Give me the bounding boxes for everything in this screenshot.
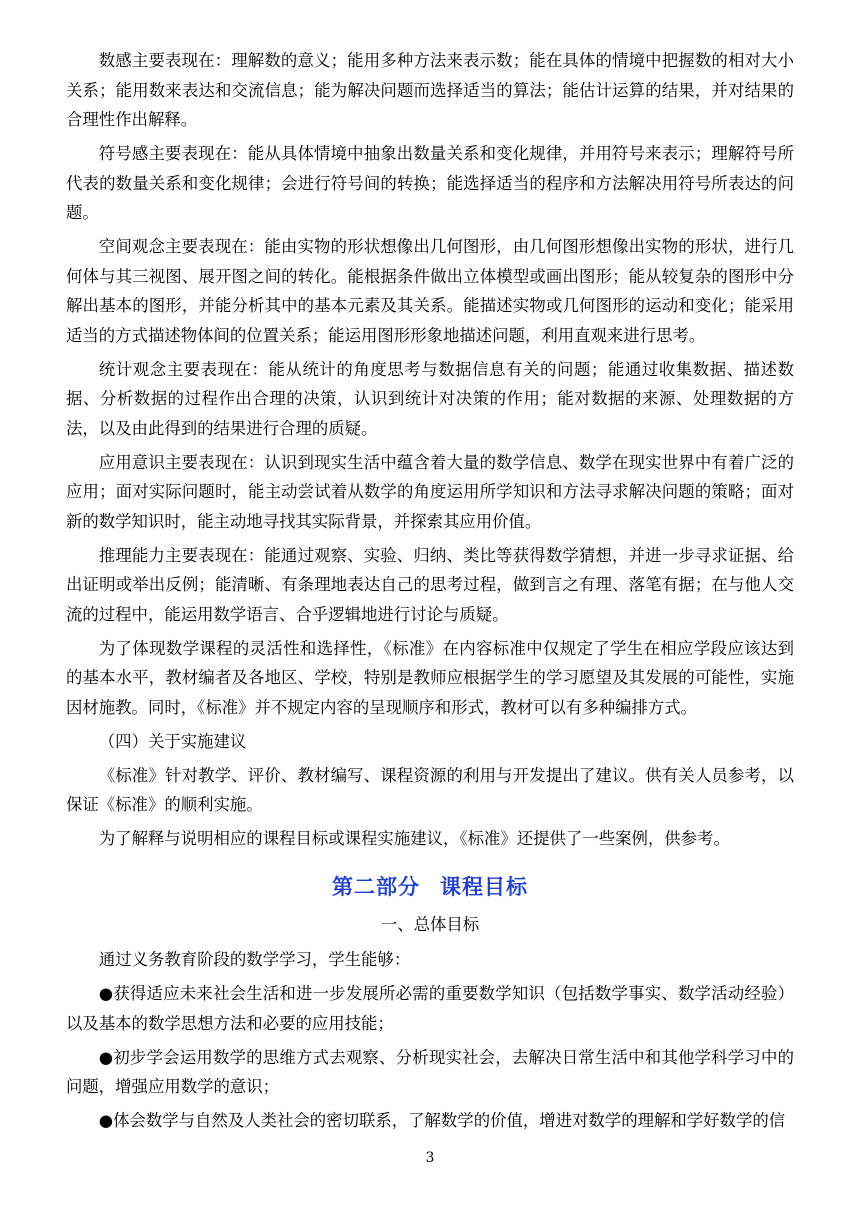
section-title (66, 872, 794, 902)
paragraph-implementation-suggestions: 《标准》针对教学、评价、教材编写、课程资源的利用与开发提出了建议。供有关人员参考，以保证《标准》的顺利实施。 (66, 765, 794, 814)
paragraph-flexibility: 为了体现数学课程的灵活性和选择性，《标准》在内容标准中仅规定了学生在相应学段应该达到的基本水平，教材编者及各地区、学校，特别是教师应根据学生的学习愿望及其发展的可能性，实施因材施教。同时，《标准》并不规定内容的呈现顺序和形式，教材可以有多种编排方式。 (66, 638, 794, 717)
subsection-title: 一、总体目标 (380, 914, 480, 934)
document-page (66, 46, 794, 1140)
paragraph-spatial-concept: 空间观念主要表现在：能由实物的形状想像出几何图形，由几何图形想像出实物的形状，进行几何体与其三视图、展开图之间的转化。能根据条件做出立体模型或画出图形；能从较复杂的图形中分解出基本的图形，并能分析其中的基本元素及其关系。能描述实物或几何图形的运动和变化；能采用适当的方式描述物体间的位置关系；能运用图形形象地描述问题，利用直观来进行思考。 (66, 237, 794, 345)
bullet-item: ●初步学会运用数学的思维方式去观察、分析现实社会，去解决日常生活中和其他学科学习中的问题，增强应用数学的意识； (66, 1047, 794, 1096)
paragraph-cases: 为了解释与说明相应的课程目标或课程实施建议，《标准》还提供了一些案例，供参考。 (98, 829, 730, 848)
paragraph-application-awareness: 应用意识主要表现在：认识到现实生活中蕴含着大量的数学信息、数学在现实世界中有着广泛的应用；面对实际问题时，能主动尝试着从数学的角度运用所学知识和方法寻求解决问题的策略；面对新的数学知识时，能主动地寻找其实际背景，并探索其应用价值。 (66, 452, 794, 531)
intro-paragraph: 通过义务教育阶段的数学学习，学生能够： (98, 950, 411, 969)
section-title-name: 课程目标 (440, 874, 528, 899)
paragraph-symbol-sense: 符号感主要表现在：能从具体情境中抽象出数量关系和变化规律，并用符号来表示；理解符号所代表的数量关系和变化规律；会进行符号间的转换；能选择适当的程序和方法解决用符号所表达的问题。 (66, 144, 794, 222)
page-number: 3 (425, 1150, 435, 1166)
paragraph-number-sense: 数感主要表现在：理解数的意义；能用多种方法来表示数；能在具体的情境中把握数的相对大小关系；能用数来表达和交流信息；能为解决问题而选择适当的算法；能估计运算的结果，并对结果的合理性作出解释。 (66, 51, 794, 129)
bullet-item: ●体会数学与自然及人类社会的密切联系，了解数学的价值，增进对数学的理解和学好数学的信 (98, 1111, 786, 1130)
paragraph-reasoning-ability: 推理能力主要表现在：能通过观察、实验、归纳、类比等获得数学猜想，并进一步寻求证据、给出证明或举出反例；能清晰、有条理地表达自己的思考过程，做到言之有理、落笔有据；在与他人交流的过程中，能运用数学语言、合乎逻辑地进行讨论与质疑。 (66, 545, 794, 624)
bullet-item: ●获得适应未来社会生活和进一步发展所必需的重要数学知识（包括数学事实、数学活动经验）以及基本的数学思想方法和必要的应用技能； (66, 984, 794, 1033)
section-title-part: 第二部分 (332, 874, 420, 899)
paragraph-statistics-concept: 统计观念主要表现在：能从统计的角度思考与数据信息有关的问题；能通过收集数据、描述数据、分析数据的过程作出合理的决策，认识到统计对决策的作用；能对数据的来源、处理数据的方法，以及由此得到的结果进行合理的质疑。 (66, 359, 794, 438)
paragraph-implementation-heading: （四）关于实施建议 (98, 731, 247, 751)
